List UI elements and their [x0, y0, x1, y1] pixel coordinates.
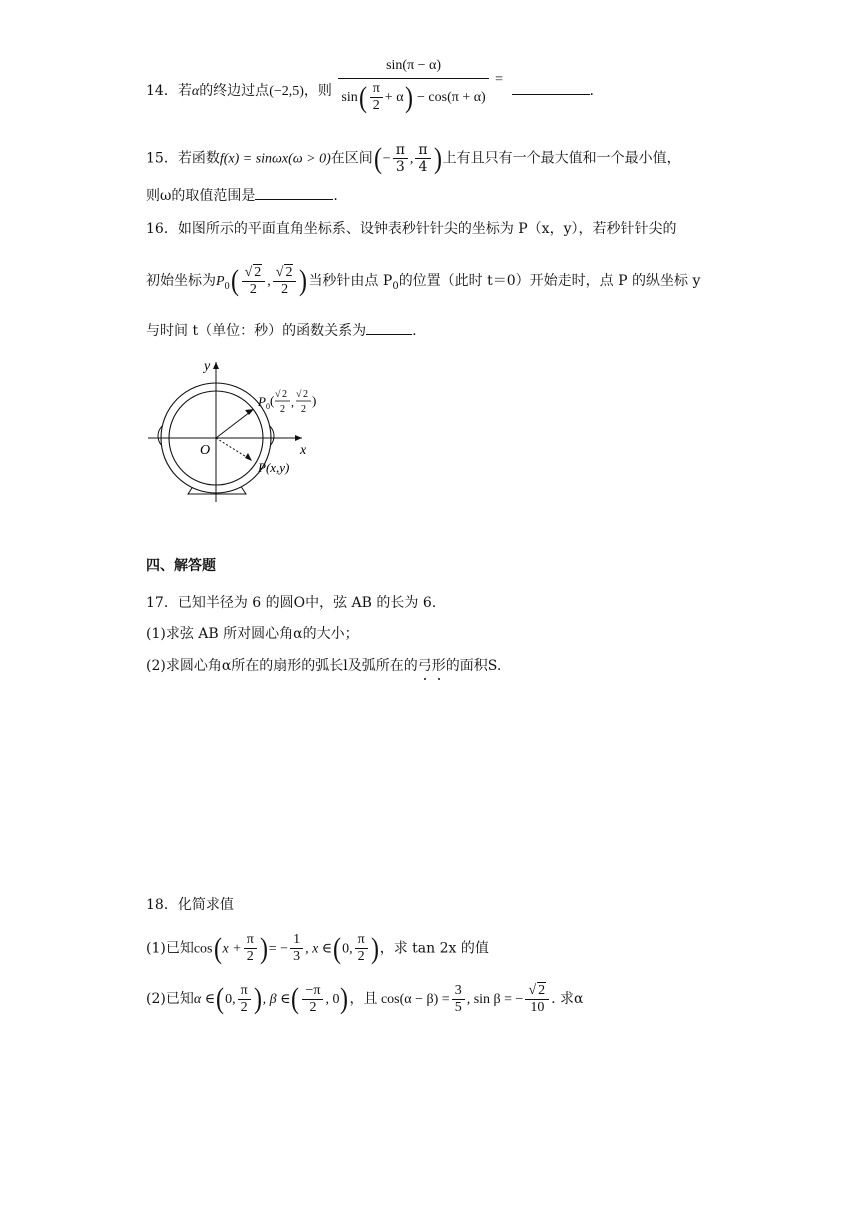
q15-interval-label: 在区间	[330, 150, 373, 167]
q17-part2-end: 的面积S.	[445, 658, 502, 674]
q16-sqrt-b: 2	[285, 265, 293, 280]
q14-pi-over-2	[370, 81, 383, 114]
q18-p1-two-b: 2	[357, 949, 365, 965]
question-15-line2	[146, 189, 338, 203]
q18-p1-cos: cos	[193, 941, 213, 957]
q16-frac-a: $\frac{√ 2}{2}$	[242, 264, 266, 298]
q18-p2-cos-eq: ，且 cos(α − β) =	[349, 992, 450, 1008]
question-18-part1: (1)已知cos(x + $\frac{\pi}{2}$ )= − $\frac{1}{3}$ , x ∈(0, $\frac{\pi}{2}$ )，求 tan 2x 的值	[146, 931, 489, 965]
q15-pi-a: π	[393, 142, 408, 159]
q16-frac-b: $\frac{√ 2}{2}$	[273, 264, 297, 298]
q18-p1-one-third	[290, 932, 303, 965]
q17-emphasis-1: 弓	[417, 658, 432, 674]
svg-text:): )	[312, 393, 317, 408]
figure-p0-den-b: 2	[301, 404, 306, 415]
figure-p0-label: P	[258, 394, 266, 409]
q17-part2: (2)求圆心角α所在的扇形的弧长l及弧所在的	[146, 658, 418, 674]
q14-minus-cos: − cos(π + α)	[417, 89, 486, 105]
q16-den-b: 2	[281, 282, 289, 298]
q18-p2-zero-b: , 0	[325, 992, 340, 1008]
q18-p1-one: 1	[290, 932, 303, 949]
q14-mid: 的终边过点	[199, 83, 270, 100]
q15-function: f(x) = sinωx(ω > 0)	[219, 151, 331, 167]
q14-point: (−2,5)	[269, 84, 304, 100]
question-16-line2: 初始坐标为$P_0$( $\frac{√ 2}{2}$ , $\frac{√ 2}{2}$ )当秒针由点 $P_0$的位置（此时 t＝0）开始走时，点 P 的纵坐标 y	[146, 264, 701, 298]
svg-text:,: ,	[291, 395, 294, 409]
figure-p0-sub: 0	[266, 402, 270, 411]
q14-fraction	[338, 58, 488, 114]
q15-pi-b: π	[415, 142, 430, 159]
q18-p2-beta-in: , β ∈	[262, 992, 291, 1008]
q15-three: 3	[395, 159, 405, 176]
q14-alpha: α	[191, 84, 200, 100]
q18-p2-prefix: (2)已知	[146, 991, 194, 1008]
q18-p2-five: 5	[454, 999, 462, 1015]
question-16-line1	[146, 222, 677, 236]
q18-p1-eq: = −	[268, 941, 289, 957]
q14-equals: =	[495, 72, 504, 88]
q14-two: 2	[372, 98, 380, 114]
q16-text4: 与时间 t（单位：秒）的函数关系为	[146, 323, 367, 339]
question-17-line2	[146, 627, 359, 641]
q16-p0-sub: 0	[224, 280, 230, 292]
question-17-line1	[146, 596, 436, 610]
q15-prefix: 15．若函数	[146, 150, 220, 167]
question-18-part2: (2)已知α ∈(0, $\frac{\pi}{2}$ ), β ∈( $\frac{-\pi}{2}$ , 0)，且 cos(α − β) = $\frac{3}{5}$ , sin β = − $\frac{√ 2}{10}$ . 求α	[146, 982, 584, 1016]
section-heading: 四、解答题	[146, 558, 216, 574]
q15-pi-over-4	[415, 142, 430, 175]
q15-answer-blank	[255, 198, 333, 200]
q18-title: 18．化简求值	[146, 897, 234, 913]
q16-end: .	[412, 323, 417, 339]
question-17-line3	[146, 659, 501, 673]
q18-p2-pi: π	[238, 983, 251, 1000]
figure-p0-paren-open: (	[270, 393, 275, 408]
question-16-line3	[146, 324, 417, 338]
q14-plus-alpha: + α	[384, 89, 404, 105]
question-18-title	[146, 898, 234, 912]
figure-p-label: P(x,y)	[258, 460, 290, 475]
q14-den-sin: sin	[341, 89, 358, 105]
q14-end: .	[589, 83, 594, 100]
q14-numerator: sin(π − α)	[338, 58, 488, 79]
q18-p1-pi: π	[244, 932, 257, 949]
question-14	[146, 58, 594, 114]
q16-sqrt-a: 2	[254, 265, 262, 280]
q16-text2: 当秒针由点 P	[308, 273, 393, 290]
q18-p2-alpha-in: α ∈	[193, 992, 216, 1008]
q18-p1-prefix: (1)已知	[146, 940, 194, 957]
q14-then: ，则	[303, 83, 332, 100]
q16-text1: 16．如图所示的平面直角坐标系、设钟表秒针针尖的坐标为 P（x，y），若秒针针尖的	[146, 221, 677, 237]
q18-p1-two: 2	[246, 949, 254, 965]
q15-condition: 上有且只有一个最大值和一个最小值，	[442, 150, 681, 167]
q14-prefix: 14．若	[146, 83, 192, 100]
q15-end: .	[333, 188, 338, 204]
q14-pi: π	[370, 81, 383, 98]
figure-x-label: x	[300, 443, 307, 458]
q18-p2-ten: 10	[530, 1000, 545, 1016]
q18-p1-pi-over-2	[244, 932, 257, 965]
q18-p1-zero: 0,	[342, 941, 353, 957]
clock-figure	[144, 354, 344, 504]
figure-p0-num-a: 2	[282, 389, 287, 400]
figure-p0-num-b: 2	[303, 389, 308, 400]
q18-p2-two: 2	[240, 999, 248, 1015]
q18-p2-ask: . 求α	[551, 991, 584, 1008]
q16-answer-blank	[366, 333, 412, 335]
q16-p0: P	[216, 274, 225, 290]
question-15: 15．若函数f(x) = sinωx(ω > 0)在区间(− $\frac{\pi}{3}$ , $\frac{\pi}{4}$ )上有且只有一个最大值和一个最小值，	[146, 141, 681, 176]
q15-neg-pi-over-3	[393, 142, 408, 175]
q18-p2-sin-eq: , sin β = −	[466, 992, 524, 1008]
q17-text1: 17．已知半径为 6 的圆O中，弦 AB 的长为 6.	[146, 595, 437, 611]
q16-initial-label: 初始坐标为	[146, 273, 216, 290]
q18-p2-zero: 0,	[225, 992, 236, 1008]
q16-p0-sub2: 0	[392, 280, 399, 292]
figure-p0-den-a: 2	[280, 404, 285, 415]
q14-denominator: sin( $\frac{\pi}{2}$ + α) − cos(π + α)	[341, 80, 486, 114]
q18-p2-pi-over-2	[238, 983, 251, 1016]
q18-p2-sqrt2-over-10: $\frac{√ 2}{10}$	[525, 982, 549, 1016]
q16-text3: 的位置（此时 t＝0）开始走时，点 P 的纵坐标 y	[398, 273, 701, 290]
q18-p2-neg-pi: −π	[302, 983, 323, 1000]
q18-p2-three: 3	[452, 983, 465, 1000]
svg-text:√: √	[296, 389, 302, 400]
q18-p1-x: x +	[222, 941, 242, 957]
q18-p1-three: 3	[293, 949, 301, 965]
q18-p1-ask: ，求 tan 2x 的值	[379, 940, 489, 957]
q17-part1: (1)求弦 AB 所对圆心角α的大小；	[146, 626, 359, 642]
q18-p1-x-in: , x ∈	[305, 941, 333, 957]
q18-p2-three-fifths	[452, 983, 465, 1016]
q15-ask: 则ω的取值范围是	[146, 188, 256, 204]
figure-origin-label: O	[200, 443, 211, 458]
svg-text:√: √	[275, 389, 281, 400]
q18-p1-pi-b: π	[355, 932, 368, 949]
q18-p2-neg-pi-over-2	[302, 983, 323, 1016]
q14-answer-blank	[512, 93, 590, 95]
q18-p2-sqrt: 2	[538, 983, 546, 998]
q18-p2-two-b: 2	[309, 999, 317, 1015]
q15-four: 4	[418, 159, 428, 176]
q17-emphasis-2: 形	[431, 658, 446, 674]
q18-p1-pi-over-2b	[355, 932, 368, 965]
q16-den-a: 2	[249, 282, 257, 298]
figure-y-label: y	[204, 359, 211, 374]
